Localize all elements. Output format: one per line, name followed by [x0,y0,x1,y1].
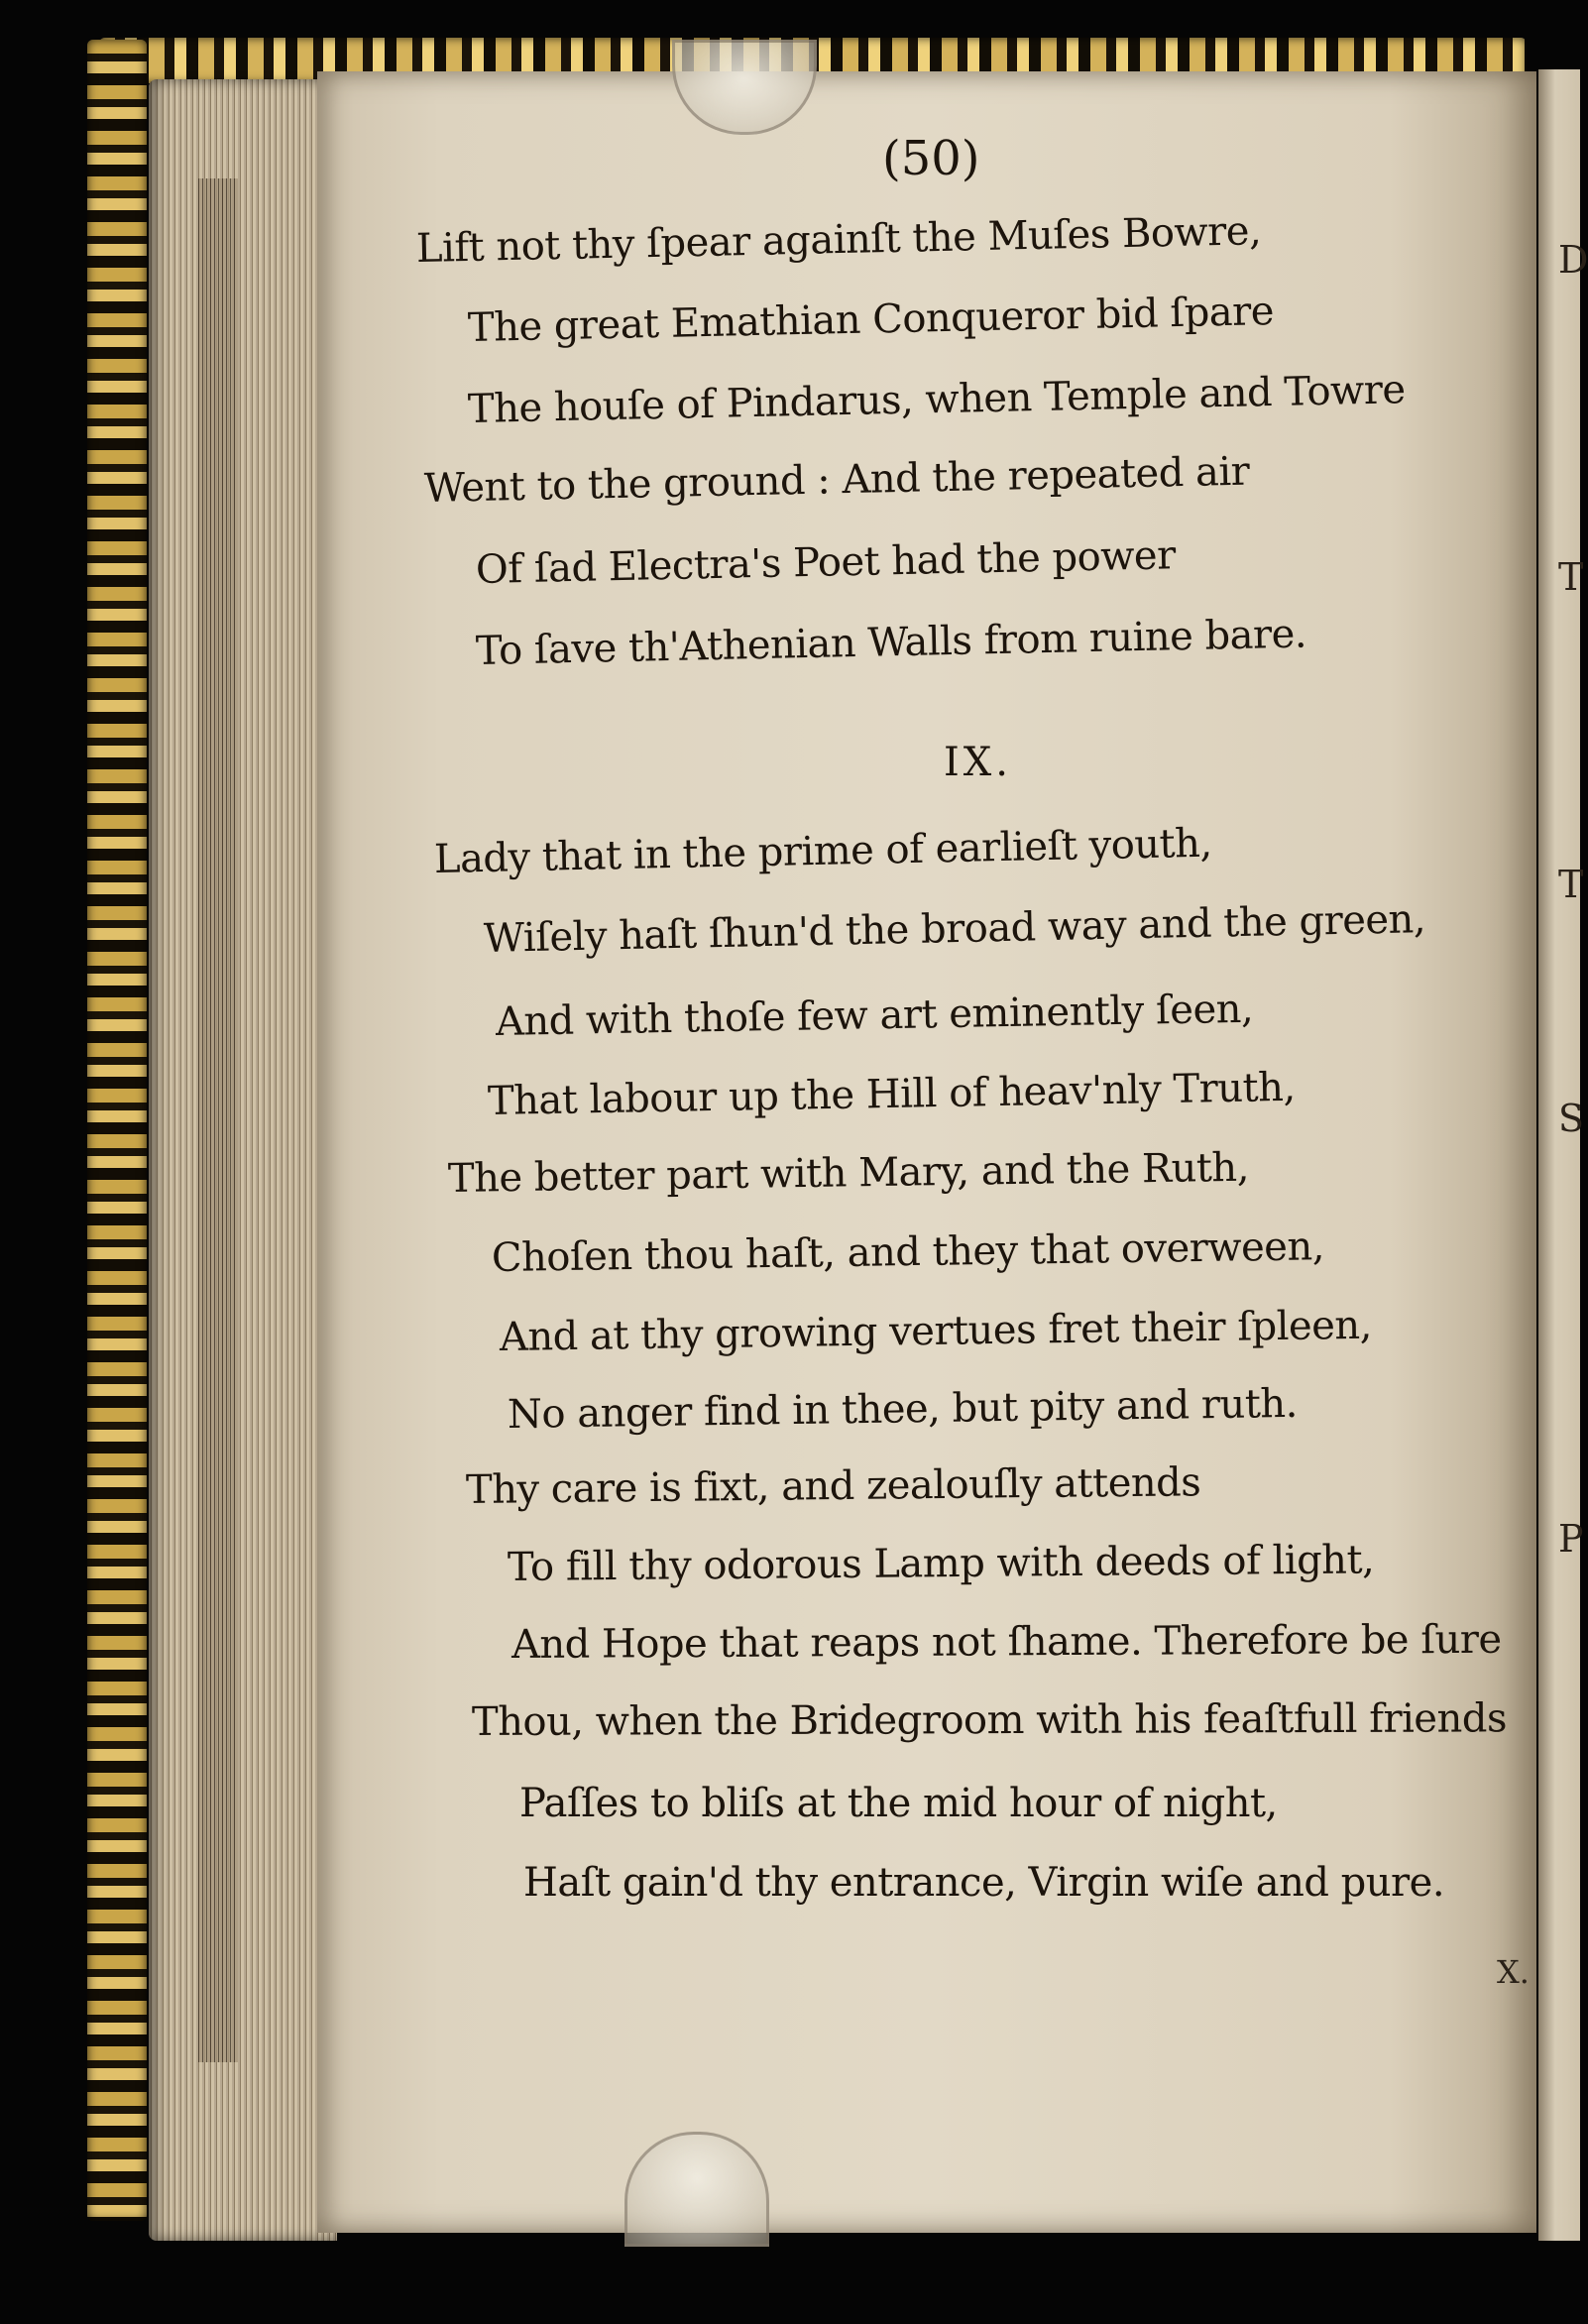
facing-letter: T [1558,863,1584,906]
verse-line: Haſt gain'd thy entrance, Virgin wiſe and pure. [523,1860,1445,1906]
verse-line: To ſave th'Athenian Walls from ruine bare. [475,611,1307,674]
page-number: (50) [882,131,980,186]
verse-line: Wiſely haſt ſhun'd the broad way and the green, [483,896,1426,962]
verse-line: The better part with Mary, and the Ruth, [447,1144,1250,1202]
verse-line: Lift not thy ſpear againſt the Muſes Bowre, [415,208,1262,272]
verse-line: Thou, when the Bridegroom with his feaſtfull friends [471,1695,1508,1745]
verse-line: Choſen thou haſt, and they that overween, [491,1223,1325,1281]
verse-line: That labour up the Hill of heav'nly Truth, [487,1064,1297,1124]
verse-line: To fill thy odorous Lamp with deeds of light, [507,1537,1375,1590]
verse-line: Lady that in the prime of earlieſt youth, [433,820,1213,882]
verse-line: The great Emathian Conqueror bid ſpare [467,288,1275,351]
sonnet-heading: IX. [944,740,1012,785]
verse-line: Paſſes to bliſs at the mid hour of night, [519,1781,1278,1826]
margin-mark: X. [1497,1953,1530,1991]
verse-line: Thy care is fixt, and zealouſly attends [465,1459,1201,1513]
verse-line: And Hope that reaps not ſhame. Therefore be ſure [510,1616,1502,1668]
facing-letter: S [1558,1097,1585,1140]
facing-letter: P [1558,1517,1584,1561]
facing-letter: T [1558,555,1584,599]
verse-line: And with thoſe few art eminently ſeen, [495,986,1254,1045]
verse-line: No anger find in thee, but pity and ruth. [507,1380,1299,1438]
verse-line: The houſe of Pindarus, when Temple and Towre [467,367,1406,432]
verse-line: And at thy growing vertues fret their ſpleen, [499,1302,1373,1360]
facing-letter: D [1558,238,1588,282]
verse-line: Went to the ground : And the repeated air [423,448,1250,512]
verse-line: Of ſad Electra's Poet had the power [475,532,1177,593]
